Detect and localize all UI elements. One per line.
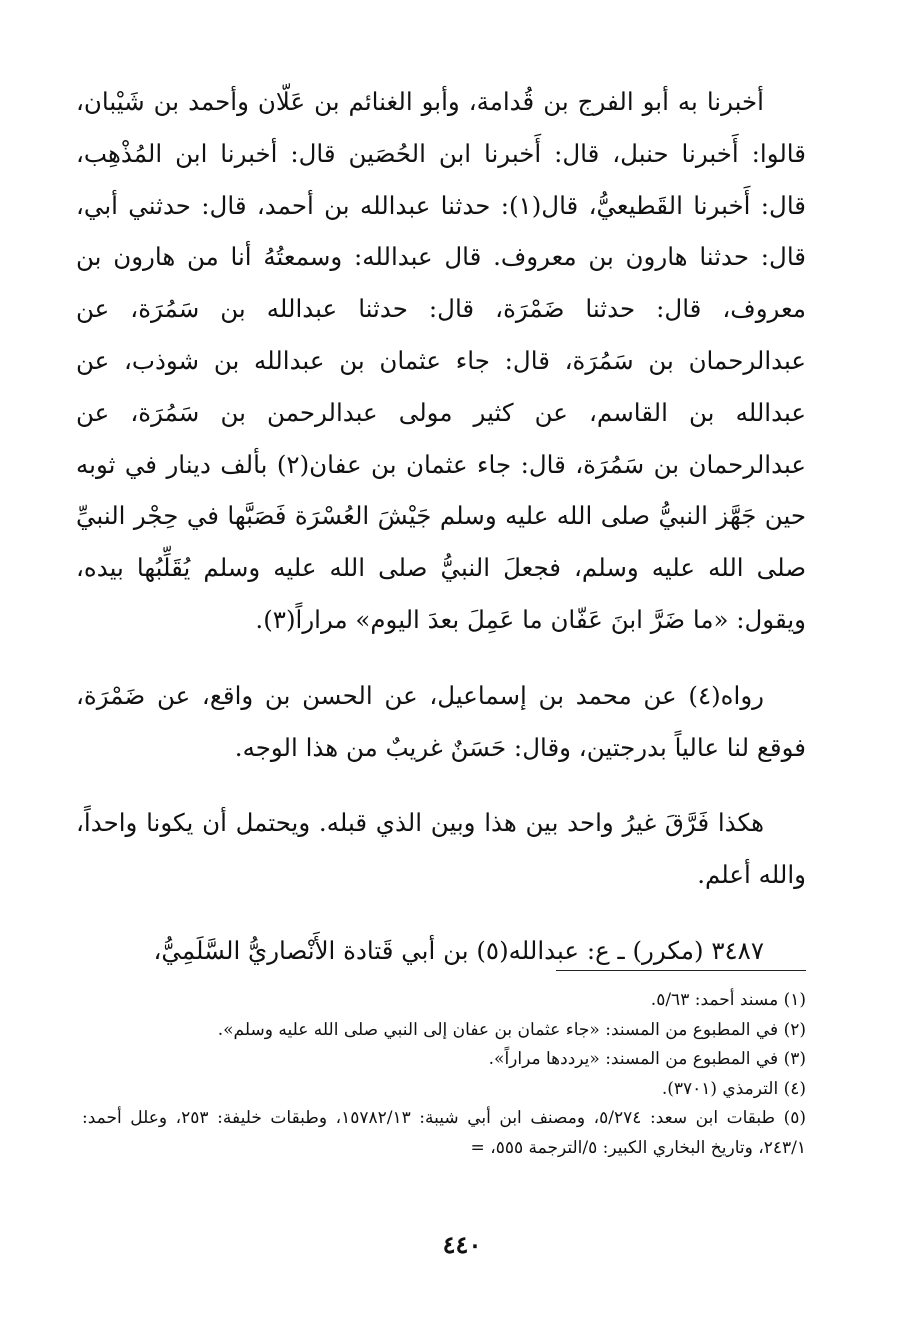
footnote-1: (١) مسند أحمد: ٥/٦٣. xyxy=(650,990,806,1010)
footnote-3: (٣) في المطبوع من المسند: «يرددها مراراً». xyxy=(488,1049,806,1069)
footnote-divider xyxy=(556,970,806,971)
footnotes xyxy=(82,986,806,1163)
page-number: ٤٤٠ xyxy=(442,1230,482,1259)
main-text xyxy=(76,76,806,977)
footnote-5: (٥) طبقات ابن سعد: ٥/٢٧٤، ومصنف ابن أبي شيبة: ١٥٧٨٢/١٣، وطبقات خليفة: ٢٥٣، وعلل أحمد: ٢٤٣/١، وتاريخ البخاري الكبير: ٥/الترجمة ٥٥٥، = xyxy=(82,1108,807,1158)
paragraph-tirmidhi-note: رواه(٤) عن محمد بن إسماعيل، عن الحسن بن واقع، عن ضَمْرَة، فوقع لنا عالياً بدرجتين، وقال: حَسَنٌ غريبٌ من هذا الوجه. xyxy=(76,680,806,762)
footnote-2: (٢) في المطبوع من المسند: «جاء عثمان بن عفان إلى النبي صلى الله عليه وسلم». xyxy=(217,1019,806,1040)
paragraph-remark: هكذا فَرَّقَ غيرُ واحد بين هذا وبين الذي قبله. ويحتمل أن يكونا واحداً، والله أعلم. xyxy=(76,808,806,890)
entry-heading-3487: ٣٤٨٧ (مكرر) ـ ع: عبدالله(٥) بن أبي قَتادة الأَنْصاريُّ السَّلَمِيُّ، xyxy=(153,935,764,965)
paragraph-hadith-chain: أخبرنا به أبو الفرج بن قُدامة، وأبو الغنائم بن عَلّان وأحمد بن شَيْبان، قالوا: أَخبرنا حنبل، قال: أَخبرنا ابن الحُصَين قال: أخبرنا ابن المُذْهِب، قال: أَخبرنا القَطيعيُّ، قال(١): حدثنا عبدالله بن أحمد، قال: حدثني أبي، قال: حدثنا هارون بن معروف. قال عبدالله: وسمعتُهُ أنا من هارون بن معروف، قال: حدثنا ضَمْرَة، قال: حدثنا عبدالله بن سَمُرَة، عن عبدالرحمان بن سَمُرَة، قال: جاء عثمان بن عبدالله بن شوذب، عن عبدالله بن القاسم، عن كثير مولى عبدالرحمن بن سَمُرَة، عن عبدالرحمان بن سَمُرَة، قال: جاء عثمان بن عفان(٢) بألف دينار في ثوبه حين جَهَّز النبيُّ صلى الله عليه وسلم جَيْشَ العُسْرَة فَصَبَّها في حِجْر النبيِّ صلى الله عليه وسلم، فجعلَ النبيُّ صلى الله عليه وسلم يُقَلِّبُها بيده، ويقول: «ما ضَرَّ ابنَ عَفّان ما عَمِلَ بعدَ اليوم» مراراً(٣). xyxy=(76,87,806,634)
footnote-4: (٤) الترمذي (٣٧٠١). xyxy=(661,1078,806,1099)
